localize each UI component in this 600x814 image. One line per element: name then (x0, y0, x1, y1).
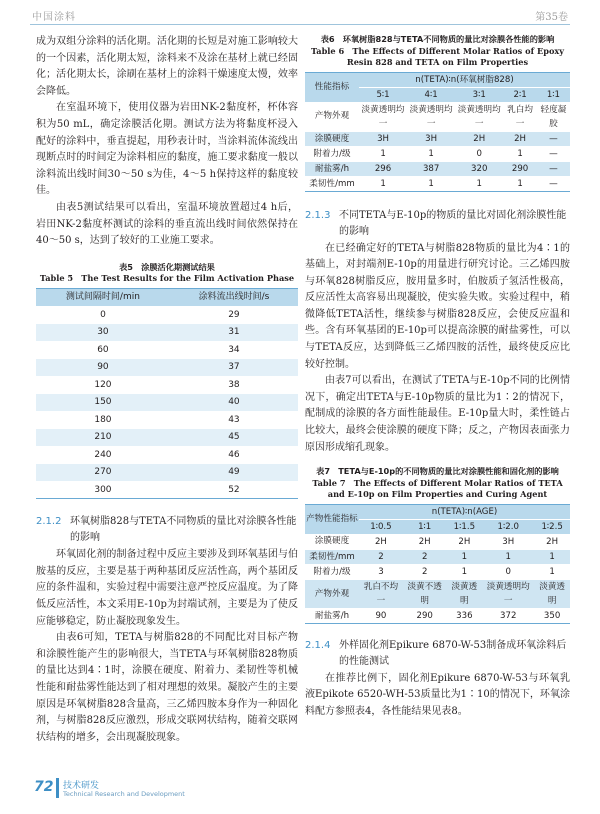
paragraph: 在室温环境下，使用仪器为岩田NK-2黏度杯，杯体容积为50 mL，确定涂膜活化期。测试方法为将黏度杯浸入配好的涂料中，垂直提起，用秒表计时，当涂料流体流线出现断点时的时间定为涂料相应的黏度，施工要求黏度一般以涂料流出线时间30～50 s为佳，4～5 h保持这样的黏度较佳。 (36, 102, 298, 197)
table5-header: 涂料流出线时间/s (170, 288, 298, 306)
table-row (36, 429, 298, 447)
table-cell: 270 (36, 464, 170, 482)
volume-label: 第35卷 (535, 12, 568, 23)
table-row (36, 376, 298, 394)
page-number: 72 (34, 779, 54, 795)
table-row (36, 446, 298, 464)
table-cell: 300 (36, 481, 170, 499)
table-row (305, 131, 570, 146)
table-ratio-header: 1∶1 (403, 519, 447, 534)
table-cell: 90 (359, 608, 403, 623)
table-cell: 1 (503, 176, 537, 191)
table-cell: 淡黄透明均一 (482, 579, 534, 608)
section-title: 环氧树脂828与TETA不同物质的量比对涂膜各性能的影响 (70, 516, 297, 544)
table5-block (36, 262, 298, 500)
table-cell: 1 (447, 549, 483, 564)
table-row-label: 附着力/级 (305, 564, 359, 579)
table-cell: — (537, 146, 570, 161)
table-cell: 210 (36, 429, 170, 447)
table-cell: 1 (359, 176, 407, 191)
table-cell: 2H (455, 131, 503, 146)
table-row-label: 产物外观 (305, 102, 359, 131)
table-cell: 2H (503, 131, 537, 146)
table-row (36, 394, 298, 412)
table-cell: 3H (359, 131, 407, 146)
table-cell: 1 (359, 146, 407, 161)
left-column (36, 34, 298, 746)
table7-caption-cn: 表7 TETA与E-10p的不同物质的量比对涂膜性能和固化剂的影响 (316, 466, 559, 477)
table5-header: 测试间隔时间/min (36, 288, 170, 306)
paragraph: 成为双组分涂料的活化期。活化期的长短是对施工影响较大的一个因素，活化期太短，涂料来不及涂在基材上就已经固化；活化期太长，涂刷在基材上的涂料干燥速度太慢，效率会降低。 (36, 36, 298, 97)
table-corner-header: 产物性能指标 (305, 504, 359, 534)
table-ratio-header: 2∶1 (503, 87, 537, 102)
table-row (305, 102, 570, 131)
table6-caption-en: Table 6 The Effects of Different Molar Ratios of Epoxy Resin 828 and TETA on Film Properties (310, 45, 565, 67)
table-row (36, 481, 298, 499)
table-cell: 1 (534, 549, 570, 564)
footer-section-en: Technical Research and Development (63, 790, 185, 798)
table-cell: 2 (403, 549, 447, 564)
table-cell: 3 (359, 564, 403, 579)
table7 (305, 504, 570, 624)
table-row (36, 411, 298, 429)
table-cell: 1 (482, 549, 534, 564)
table-cell: 轻度凝胶 (537, 102, 570, 131)
table-row-label: 耐盐雾/h (305, 608, 359, 623)
table-row (305, 161, 570, 176)
journal-name: 中国涂料 (32, 12, 76, 23)
table-row-label: 产物外观 (305, 579, 359, 608)
table5-caption-en: Table 5 The Test Results for the Film Activation Phase (39, 273, 295, 284)
table-cell: 49 (170, 464, 298, 482)
table-row-label: 附着力/级 (305, 146, 359, 161)
table-cell: 3H (407, 131, 455, 146)
table-cell: 2H (359, 534, 403, 549)
table5-caption-cn: 表5 涂膜活化期测试结果 (119, 261, 215, 272)
section-title: 不同TETA与E-10p的物质的量比对固化剂涂膜性能的影响 (339, 209, 567, 237)
table-cell: 34 (170, 341, 298, 359)
table6-block (305, 34, 570, 192)
table-cell: 0 (482, 564, 534, 579)
table-cell: 52 (170, 481, 298, 499)
table-cell: 387 (407, 161, 455, 176)
table-row (305, 579, 570, 608)
table5 (36, 288, 298, 500)
table-row-label: 耐盐雾/h (305, 161, 359, 176)
right-column (305, 34, 570, 721)
table-cell: 240 (36, 446, 170, 464)
footer-accent-bar (56, 778, 59, 798)
table-ratio-header: 1∶0.5 (359, 519, 403, 534)
table-cell: 2 (403, 564, 447, 579)
table-ratio-header: 1∶1.5 (447, 519, 483, 534)
table-group-header: n(TETA)∶n(环氧树脂828) (359, 72, 570, 87)
table7-caption-en: Table 7 The Effects of Different Molar Ratios of TETA and E-10p on Film Properties and Curing Agent (312, 477, 563, 500)
table-group-header: n(TETA)∶n(AGE) (359, 504, 570, 519)
table-cell: 3H (482, 534, 534, 549)
table-row-label: 涂膜硬度 (305, 131, 359, 146)
table6 (305, 72, 570, 192)
table-cell: 296 (359, 161, 407, 176)
section-title: 外样固化剂Epikure 6870-W-53制备成环氧涂料后的性能测试 (339, 639, 567, 667)
table-cell: 90 (36, 359, 170, 377)
table7-block (305, 466, 570, 624)
section-number: 2.1.4 (305, 639, 331, 651)
table-cell: 320 (455, 161, 503, 176)
table-cell: 淡黄透明均一 (407, 102, 455, 131)
table-cell: 1 (407, 176, 455, 191)
paragraph: 由表7可以看出，在测试了TETA与E-10p不同的比例情况下，确定出TETA与E-10p物质的量比为1∶2的情况下，配制成的涂膜的各方面性能最佳。E-10p量大时，柔性链占比较大，最终会使涂膜的硬度下降；反之，产物因表面张力原因形成缩孔现象。 (305, 375, 570, 453)
table-ratio-header: 4∶1 (407, 87, 455, 102)
paragraph: 在已经确定好的TETA与树脂828物质的量比为4∶1的基础上，对封端剂E-10p的用量进行研究讨论。三乙烯四胺与环氧828树脂反应，胺用量多时，伯胺质子氢活性极高，反应活性太高容易出现凝胶，使实验失败。实验过程中，稍微降低TETA活性，继续参与树脂828反应，会使反应温和些。含有环氧基团的E-10p可以提高涂膜的耐盐雾性，可以与TETA反应，达到降低三乙烯四胺的活性，最终使反应比较好控制。 (305, 242, 570, 370)
table-ratio-header: 1∶2.5 (534, 519, 570, 534)
table-cell: 2 (359, 549, 403, 564)
table-row (305, 176, 570, 191)
table-row (305, 146, 570, 161)
table-cell: 290 (403, 608, 447, 623)
table-cell: 1 (407, 146, 455, 161)
table-row (305, 564, 570, 579)
table-ratio-header: 5∶1 (359, 87, 407, 102)
table-row (36, 306, 298, 324)
table-cell: 180 (36, 411, 170, 429)
paragraph: 在推荐比例下，固化剂Epikure 6870-W-53与环氧乳液Epikote 6520-WH-53质量比为1∶10的情况下，环氧涂料配方参照表4，各性能结果见表8。 (305, 672, 570, 717)
table-cell: 淡黄透明均一 (359, 102, 407, 131)
table-ratio-header: 1∶1 (537, 87, 570, 102)
table-cell: 乳白均一 (503, 102, 537, 131)
table-cell: — (537, 176, 570, 191)
table-corner-header: 性能指标 (305, 72, 359, 102)
section-number: 2.1.2 (36, 516, 62, 528)
table-cell: 淡黄不透明 (403, 579, 447, 608)
table-cell: 290 (503, 161, 537, 176)
table-cell: 37 (170, 359, 298, 377)
table-cell: — (537, 161, 570, 176)
table-cell: 2H (534, 534, 570, 549)
table-cell: 43 (170, 411, 298, 429)
paragraph: 环氧固化剂的制备过程中反应主要涉及到环氧基团与伯胺基的反应，主要是基于两种基团反应活性高，两个基团反应的条件温和，实验过程中需要注意严控反应温度。为了降低反应活性，本文采用E-10p为封端试剂，主要是为了使反应能够稳定，防止凝胶现象发生。 (36, 549, 298, 627)
table-row-label: 柔韧性/mm (305, 549, 359, 564)
table-cell: 0 (455, 146, 503, 161)
table-cell: 0 (36, 306, 170, 324)
table-cell: 150 (36, 394, 170, 412)
section-2-1-4-heading (305, 638, 570, 670)
table-cell: 30 (36, 324, 170, 342)
table-ratio-header: 3∶1 (455, 87, 503, 102)
table-ratio-header: 1∶2.0 (482, 519, 534, 534)
table-cell: 40 (170, 394, 298, 412)
table-cell: 60 (36, 341, 170, 359)
table-cell: 淡黄透明均一 (455, 102, 503, 131)
table-row (305, 608, 570, 623)
section-2-1-3-heading (305, 208, 570, 240)
table-row-label: 涂膜硬度 (305, 534, 359, 549)
table-cell: 29 (170, 306, 298, 324)
table-cell: 46 (170, 446, 298, 464)
table6-caption-cn: 表6 环氧树脂828与TETA不同物质的量比对涂膜各性能的影响 (320, 34, 555, 44)
table-cell: 31 (170, 324, 298, 342)
table-cell: 乳白不均一 (359, 579, 403, 608)
table-row-label: 柔韧性/mm (305, 176, 359, 191)
section-number: 2.1.3 (305, 209, 331, 221)
table-row (305, 534, 570, 549)
table-cell: 38 (170, 376, 298, 394)
table-cell: 372 (482, 608, 534, 623)
paragraph: 由表6可知，TETA与树脂828的不同配比对目标产物和涂膜性能产生的影响很大，当TETA与环氧树脂828物质的量比达到4∶1时，涂膜在硬度、附着力、柔韧性等机械性能和耐盐雾性能达到了相对理想的效果。凝胶产生的主要原因是环氧树脂828含量高，三乙烯四胺本身作为一种固化剂，与树脂828反应激烈，形成交联网状结构，随着交联网状结构的增多，会出现凝胶现象。 (36, 632, 298, 743)
table-cell: 350 (534, 608, 570, 623)
table-cell: 淡黄透明 (534, 579, 570, 608)
table-cell: 淡黄透明 (447, 579, 483, 608)
paragraph: 由表5测试结果可以看出，室温环境放置超过4 h后，岩田NK-2黏度杯测试的涂料的垂直流出线时间依然保持在40～50 s，达到了较好的工业施工要求。 (36, 201, 298, 247)
table-row (36, 359, 298, 377)
table-cell: 45 (170, 429, 298, 447)
table-cell: 1 (447, 564, 483, 579)
table-cell: — (537, 131, 570, 146)
section-2-1-2-heading (36, 514, 298, 546)
table-cell: 2H (447, 534, 483, 549)
footer-section-cn: 技术研发 (63, 781, 100, 791)
table-cell: 336 (447, 608, 483, 623)
header-rule (30, 24, 570, 25)
table-row (36, 324, 298, 342)
table-row (305, 549, 570, 564)
table-cell: 120 (36, 376, 170, 394)
table-cell: 2H (403, 534, 447, 549)
table-cell: 1 (455, 176, 503, 191)
table-row (36, 341, 298, 359)
table-cell: 1 (503, 146, 537, 161)
table-row (36, 464, 298, 482)
table-cell: 1 (534, 564, 570, 579)
